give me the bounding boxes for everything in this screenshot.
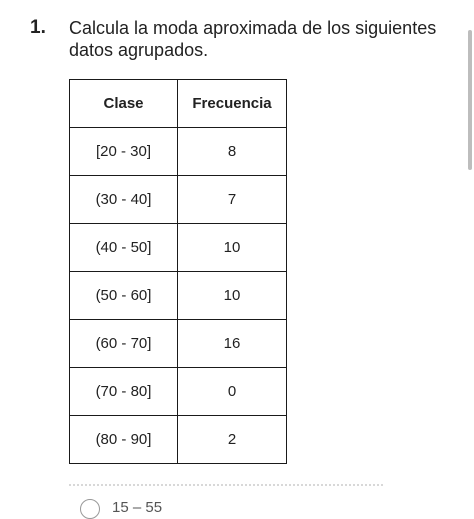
table-row — [70, 128, 287, 176]
frequency-table — [69, 79, 287, 464]
cell-clase: (30 - 40] — [70, 176, 178, 224]
frequency-table-container — [69, 79, 287, 464]
cell-frecuencia: 10 — [178, 224, 287, 272]
cell-clase: (50 - 60] — [70, 272, 178, 320]
dotted-divider — [69, 484, 383, 486]
cell-clase: [20 - 30] — [70, 128, 178, 176]
cell-frecuencia: 16 — [178, 320, 287, 368]
table-row — [70, 320, 287, 368]
table-row — [70, 224, 287, 272]
answer-radio-button[interactable] — [80, 499, 100, 519]
cell-frecuencia: 10 — [178, 272, 287, 320]
scrollbar[interactable] — [468, 30, 472, 170]
question-number: 1. — [30, 17, 46, 38]
table-row — [70, 176, 287, 224]
cell-frecuencia: 0 — [178, 368, 287, 416]
cell-clase: (80 - 90] — [70, 416, 178, 464]
answer-option-label[interactable]: 15 – 55 — [112, 499, 163, 516]
table-row — [70, 368, 287, 416]
cell-frecuencia: 8 — [178, 128, 287, 176]
question-text: Calcula la moda aproximada de los siguientes datos agrupados. — [69, 18, 437, 60]
cell-clase: (40 - 50] — [70, 224, 178, 272]
header-frecuencia: Frecuencia — [178, 80, 287, 128]
table-header-row — [70, 80, 287, 128]
table-row — [70, 272, 287, 320]
cell-clase: (70 - 80] — [70, 368, 178, 416]
cell-clase: (60 - 70] — [70, 320, 178, 368]
cell-frecuencia: 2 — [178, 416, 287, 464]
cell-frecuencia: 7 — [178, 176, 287, 224]
header-clase: Clase — [70, 80, 178, 128]
table-row — [70, 416, 287, 464]
